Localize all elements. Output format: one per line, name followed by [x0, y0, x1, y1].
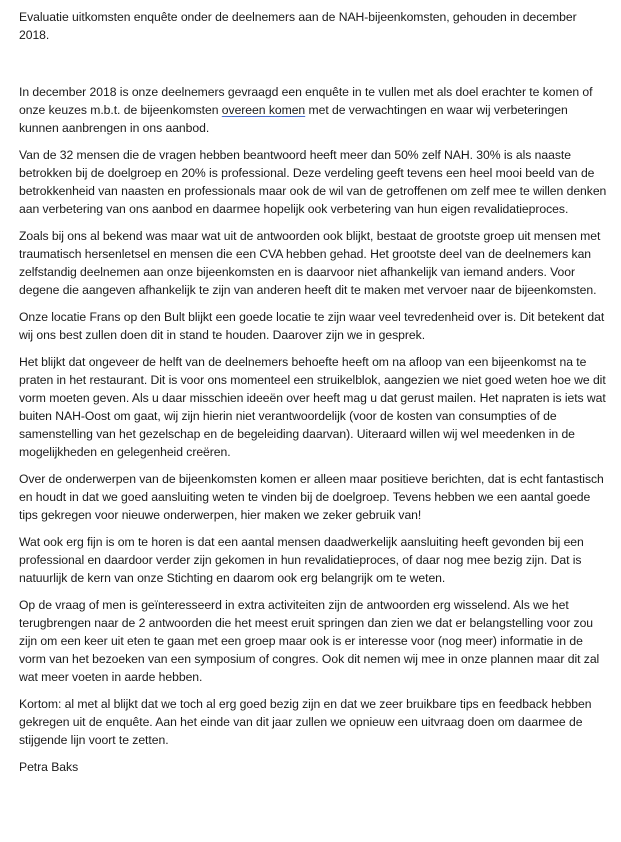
signature: Petra Baks [19, 760, 79, 774]
paragraph-respondents: Van de 32 mensen die de vragen hebben beantwoord heeft meer dan 50% zelf NAH. 30% is als naaste betrokken bij de doelgroep en 20% is professional. Deze verdeling geeft tevens een heel mooi beeld van de betrokkenheid van naasten en professionals maar ook de wil van de getroffenen om zelf mee te willen denken aan verbetering van ons aanbod en daarmee hopelijk ook verbetering van hun eigen revalidatieproces. [19, 148, 607, 216]
paragraph-professional-contact: Wat ook erg fijn is om te horen is dat een aantal mensen daadwerkelijk aansluiting heeft gevonden bij een professional en daardoor verder zijn gekomen in hun revalidatieproces, of daar nog mee bezig zijn. Dat is natuurlijk de kern van onze Stichting en daarom ook erg belangrijk om te weten. [19, 535, 584, 585]
document-page [19, 8, 609, 776]
intro-text-after: met de verwachtingen en waar wij verbeteringen kunnen aanbrengen in ons aanbod. [19, 103, 568, 135]
paragraph-conclusion: Kortom: al met al blijkt dat we toch al erg goed bezig zijn en dat we zeer bruikbare tips en feedback hebben gekregen uit de enquête. Aan het einde van dit jaar zullen we opnieuw een uitvraag doen om daarmee de stijgende lijn voort te zetten. [19, 697, 592, 747]
intro-underlined-text: overeen komen [221, 103, 306, 117]
paragraph-target-group: Zoals bij ons al bekend was maar wat uit de antwoorden ook blijkt, bestaat de grootste groep uit mensen met traumatisch hersenletsel en mensen die een CVA hebben gehad. Het grootste deel van de deelnemers kan zelfstandig deelnemen aan onze bijeenkomsten en is daarvoor niet afhankelijk van iemand anders. Voor degene die aangeven afhankelijk te zijn van anderen heeft dit te maken met vervoer naar de bijeenkomsten. [19, 229, 601, 297]
paragraph-intro [19, 83, 609, 137]
document-title: Evaluatie uitkomsten enquête onder de deelnemers aan de NAH-bijeenkomsten, gehouden in december 2018. [19, 10, 577, 42]
paragraph-location: Onze locatie Frans op den Bult blijkt een goede locatie te zijn waar veel tevredenheid over is. Dit betekent dat wij ons best zullen doen dit in stand te houden. Daarover zijn we in gesprek. [19, 310, 605, 342]
intro-text-before: In december 2018 is onze deelnemers gevraagd een enquête in te vullen met als doel erachter te komen of onze keuzes m.b.t. de bijeenkomsten [19, 85, 593, 117]
paragraph-extra-activities: Op de vraag of men is geïnteresseerd in extra activiteiten zijn de antwoorden erg wisselend. Als we het terugbrengen naar de 2 antwoorden die het meest eruit springen dan zien we dat er belangstelling voor zou zijn om een keer uit eten te gaan met een groep maar ook is er interesse voor (nog meer) informatie in de vorm van het bezoeken van een symposium of congres. Ook dit nemen wij mee in onze plannen maar dit zal wat meer voeten in aarde hebben. [19, 598, 600, 684]
paragraph-topics: Over de onderwerpen van de bijeenkomsten komen er alleen maar positieve berichten, dat is echt fantastisch en houdt in dat we goed aansluiting weten te vinden bij de doelgroep. Tevens hebben we een aantal goede tips gekregen voor nieuwe onderwerpen, hier maken we zeker gebruik van! [19, 472, 604, 522]
paragraph-after-talk: Het blijkt dat ongeveer de helft van de deelnemers behoefte heeft om na afloop van een bijeenkomst na te praten in het restaurant. Dit is voor ons momenteel een struikelblok, aangezien we niet goed weten hoe we dit vorm moeten geven. Als u daar misschien ideeën over heeft mag u dat gerust mailen. Het napraten is iets wat buiten NAH-Oost om gaat, wij zijn hierin niet verantwoordelijk (voor de kosten van consumpties of de samenstelling van het gezelschap en de begeleiding daarvan). Uiteraard willen wij wel meedenken in de mogelijkheden en gelegenheid creëren. [19, 355, 606, 459]
